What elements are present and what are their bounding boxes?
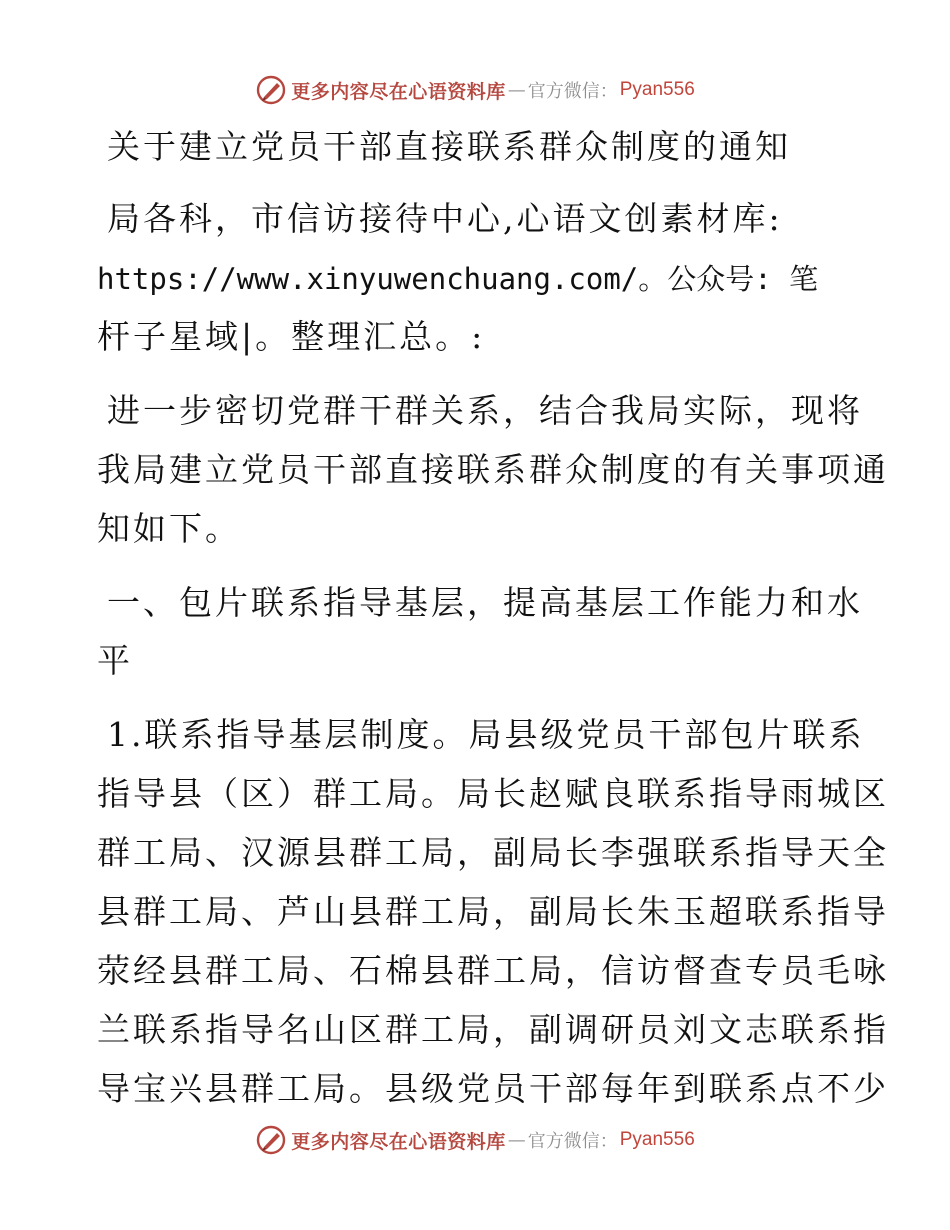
section-1-body-line-5: 荥经县群工局、石棉县群工局，信访督查专员毛咏 (97, 951, 889, 990)
section-1-heading-line-2: 平 (97, 641, 133, 680)
watermark-separator: — (507, 1129, 526, 1151)
pen-logo-icon (255, 1124, 287, 1156)
watermark-label: 官方微信： (527, 81, 618, 102)
footer-watermark (0, 1120, 950, 1160)
intro-line-1: 进一步密切党群干群关系，结合我局实际，现将 (107, 391, 863, 430)
section-1-body-line-1: 1.联系指导基层制度。局县级党员干部包片联系 (107, 715, 865, 754)
watermark-label: 官方微信： (527, 1131, 618, 1152)
intro-line-3: 知如下。 (97, 509, 241, 548)
section-1-body-line-3: 群工局、汉源县群工局，副局长李强联系指导天全 (97, 833, 889, 872)
salutation-line-1: 局各科，市信访接待中心,心语文创素材库: (107, 199, 783, 238)
intro-line-2: 我局建立党员干部直接联系群众制度的有关事项通 (97, 450, 889, 489)
section-1-body-line-6: 兰联系指导名山区群工局，副调研员刘文志联系指 (97, 1010, 889, 1049)
salutation-line-2: https://www.xinyuwenchuang.com/。公众号: 笔 (97, 262, 819, 296)
section-1-body-line-4: 县群工局、芦山县群工局，副局长朱玉超联系指导 (97, 892, 889, 931)
watermark-id: Pyan556 (619, 79, 695, 100)
section-1-body-line-7: 导宝兴县群工局。县级党员干部每年到联系点不少 (97, 1069, 889, 1108)
section-1-heading-line-1: 一、包片联系指导基层，提高基层工作能力和水 (107, 583, 863, 622)
salutation-line-3: 杆子星域|。整理汇总。: (97, 317, 486, 356)
header-watermark (0, 70, 950, 110)
section-1-body-line-2: 指导县（区）群工局。局长赵赋良联系指导雨城区 (97, 774, 889, 813)
watermark-id: Pyan556 (619, 1129, 695, 1150)
watermark-text: 更多内容尽在心语资料库 (291, 1130, 506, 1153)
pen-logo-icon (255, 74, 287, 106)
watermark-text: 更多内容尽在心语资料库 (291, 80, 506, 103)
document-title: 关于建立党员干部直接联系群众制度的通知 (107, 127, 791, 166)
watermark-separator: — (507, 79, 526, 101)
